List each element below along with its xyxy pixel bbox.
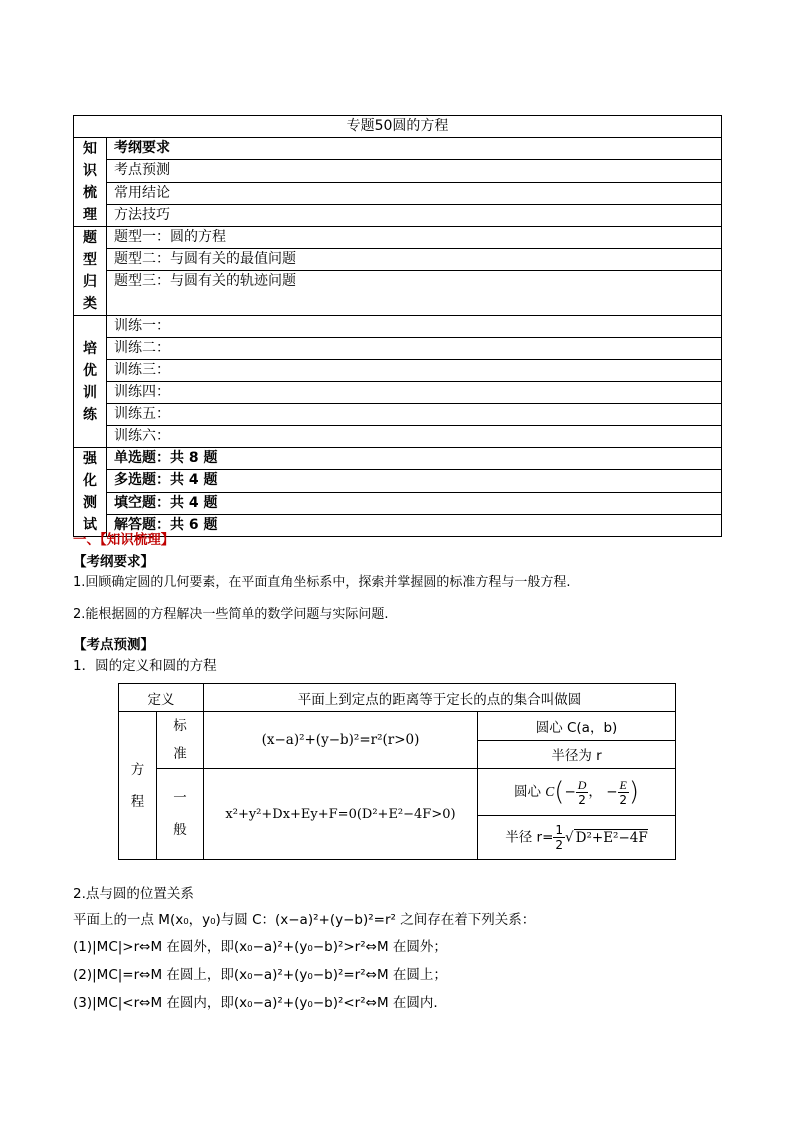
relation-line-3: (3)|MC|<r⇔M 在圆内，即(x₀−a)²+(y₀−b)²<r²⇔M 在圆内. — [73, 995, 438, 1011]
general-formula: x²+y²+Dx+Ey+F=0(D²+E²−4F>0) — [204, 769, 478, 860]
prediction-item-1: 1．圆的定义和圆的方程 — [73, 658, 217, 674]
radius-denominator: 2 — [555, 838, 564, 852]
contents-item: 单选题：共 8 题 — [107, 448, 722, 470]
standard-radius: 半径为 r — [478, 740, 676, 769]
standard-center: 圆心 C(a，b) — [478, 712, 676, 741]
general-center-symbol: C — [545, 784, 555, 799]
standard-label — [157, 712, 204, 769]
contents-item: 解答题：共 6 题 — [107, 514, 722, 536]
general-label — [157, 769, 204, 860]
contents-row — [74, 492, 722, 514]
center-x-denominator: 2 — [578, 792, 586, 807]
relation-intro: 平面上的一点 M(x₀，y₀)与圆 C：(x−a)²+(y−b)²=r² 之间存在着下列关系： — [73, 912, 536, 928]
contents-item: 常用结论 — [107, 182, 722, 204]
standard-formula: (x−a)²+(y−b)²=r²(r>0) — [204, 712, 478, 769]
general-radius: 半径 r= $\frac{1}{2}$ √ D²+E²−4F — [478, 816, 676, 860]
definition-label: 定义 — [119, 684, 204, 712]
contents-item: 考点预测 — [107, 160, 722, 182]
contents-title: 专题50圆的方程 — [74, 116, 722, 138]
contents-row — [74, 448, 722, 470]
relation-line-1: (1)|MC|>r⇔M 在圆外，即(x₀−a)²+(y₀−b)²>r²⇔M 在圆外； — [73, 939, 447, 955]
relation-heading: 2.点与圆的位置关系 — [73, 886, 194, 902]
requirement-1: 1.回顾确定圆的几何要素，在平面直角坐标系中，探索并掌握圆的标准方程与一般方程. — [73, 575, 571, 590]
contents-item: 训练三： — [107, 360, 722, 382]
center-y-numerator: E — [619, 777, 627, 792]
equation-label — [119, 712, 157, 860]
contents-row — [74, 470, 722, 492]
requirements-heading: 【考纲要求】 — [73, 554, 154, 570]
general-radius-prefix: 半径 r= — [505, 829, 554, 846]
contents-item: 多选题：共 4 题 — [107, 470, 722, 492]
center-y-denominator: 2 — [619, 792, 628, 807]
section-title: 【知识梳理】 — [100, 532, 175, 548]
contents-row — [74, 382, 722, 404]
contents-item: 题型一：圆的方程 — [107, 227, 722, 249]
center-x-numerator: D — [577, 777, 587, 792]
section-prefix: 一、 — [73, 532, 100, 548]
contents-item: 题型二：与圆有关的最值问题 — [107, 249, 722, 271]
equation-label-text: 方 程 — [130, 761, 145, 810]
contents-row — [74, 138, 722, 160]
contents-item: 训练一： — [107, 316, 722, 338]
contents-category: 培 优 训 练 — [74, 316, 107, 448]
section-heading — [73, 531, 174, 549]
circle-equation-table — [118, 683, 676, 860]
contents-row — [74, 182, 722, 204]
general-label-text: 一 般 — [173, 790, 187, 838]
contents-row — [74, 316, 722, 338]
general-center-prefix: 圆心 — [513, 784, 541, 800]
contents-item: 训练二： — [107, 338, 722, 360]
contents-row — [74, 204, 722, 226]
contents-item: 训练五： — [107, 404, 722, 426]
contents-item: 方法技巧 — [107, 204, 722, 226]
relation-line-2: (2)|MC|=r⇔M 在圆上，即(x₀−a)²+(y₀−b)²=r²⇔M 在圆上； — [73, 967, 447, 983]
contents-item: 题型三：与圆有关的轨迹问题 — [107, 271, 722, 316]
standard-label-text: 标 准 — [173, 718, 187, 762]
radius-sqrt-content: D²+E²−4F — [575, 829, 648, 846]
contents-row — [74, 426, 722, 448]
contents-row — [74, 249, 722, 271]
contents-item: 考纲要求 — [107, 138, 722, 160]
contents-table — [73, 115, 722, 537]
contents-row — [74, 404, 722, 426]
contents-item: 填空题：共 4 题 — [107, 492, 722, 514]
contents-row — [74, 360, 722, 382]
contents-item: 训练四： — [107, 382, 722, 404]
contents-body — [74, 138, 722, 537]
contents-row — [74, 227, 722, 249]
general-center: 圆心 C(− $\frac{D}{2}$ ， − $\frac{E}{2}$ ) — [478, 769, 676, 816]
prediction-heading: 【考点预测】 — [73, 637, 154, 653]
contents-row — [74, 271, 722, 294]
contents-category: 题 型 归 类 — [74, 227, 107, 316]
contents-category: 强 化 测 试 — [74, 448, 107, 537]
contents-row — [74, 160, 722, 182]
contents-item: 训练六： — [107, 426, 722, 448]
radius-numerator: 1 — [555, 823, 564, 837]
definition-text: 平面上到定点的距离等于定长的点的集合叫做圆 — [204, 684, 676, 712]
requirement-2: 2.能根据圆的方程解决一些简单的数学问题与实际问题. — [73, 607, 389, 622]
contents-row — [74, 338, 722, 360]
contents-category: 知 识 梳 理 — [74, 138, 107, 227]
